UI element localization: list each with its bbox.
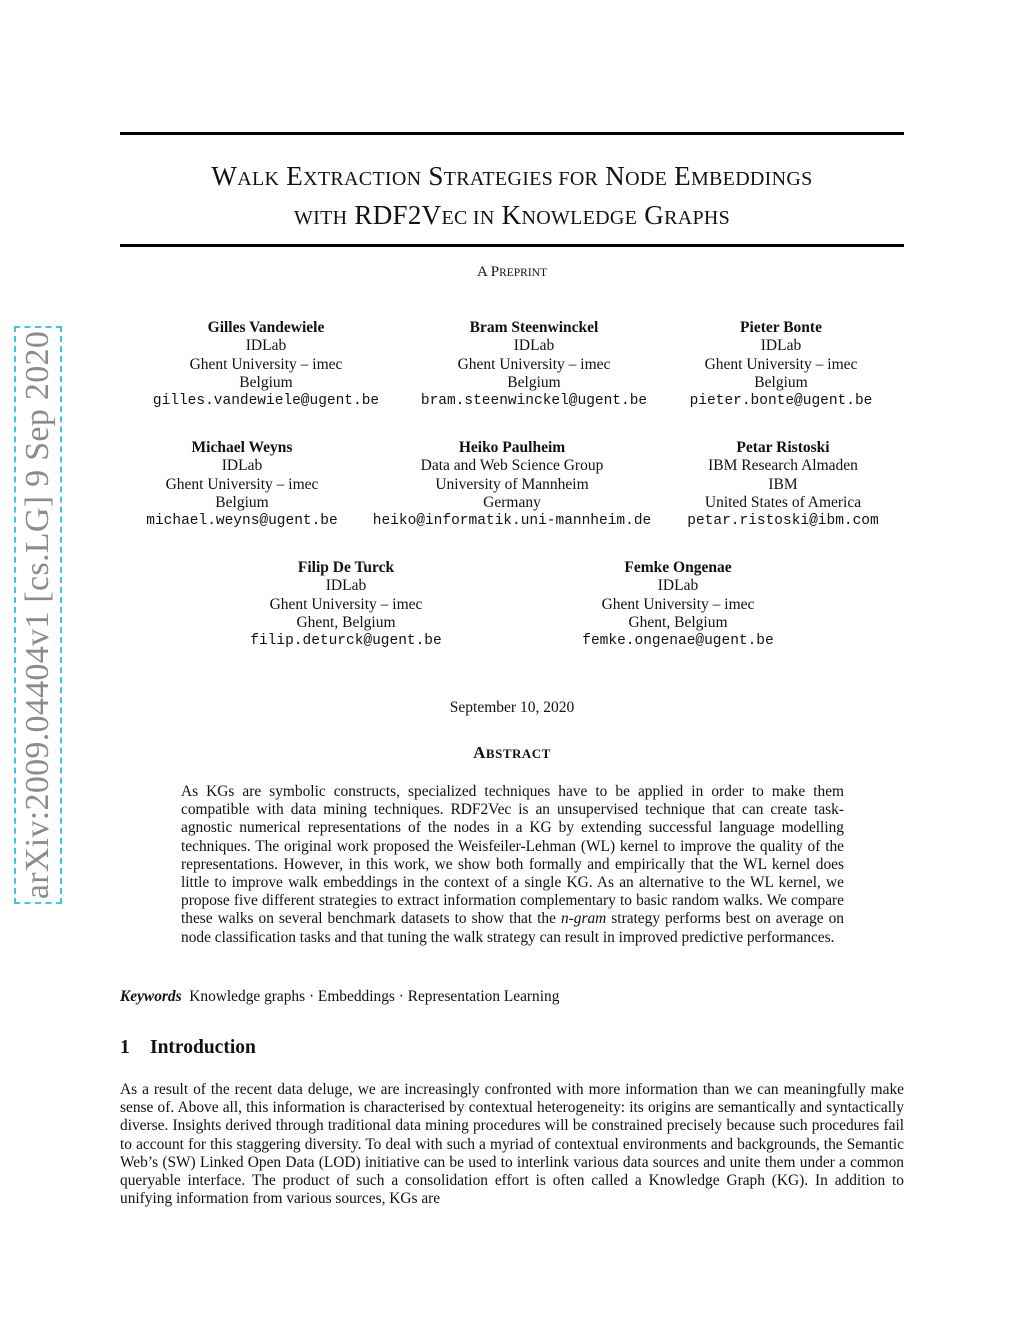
- emphasis-ngram: n-gram: [560, 910, 607, 928]
- author-country: Germany: [483, 493, 541, 511]
- author-country: Belgium: [754, 373, 808, 391]
- author-block: [582, 559, 773, 650]
- author-affiliation: Ghent University – imec: [165, 475, 319, 493]
- paper-title: [120, 158, 904, 236]
- section-title: Introduction: [150, 1037, 256, 1058]
- author-country: United States of America: [704, 493, 862, 511]
- author-name: Bram Steenwinckel: [469, 319, 599, 336]
- author-name: Pieter Bonte: [740, 319, 822, 336]
- preprint-label: A PREPRINT: [476, 264, 548, 280]
- author-name: Filip De Turck: [297, 559, 395, 576]
- author-affiliation: IDLab: [325, 577, 367, 595]
- author-block: [690, 319, 873, 410]
- author-affiliation: IBM Research Almaden: [708, 457, 858, 475]
- author-block: [687, 439, 878, 530]
- section-heading: [120, 1037, 256, 1059]
- author-affiliation: Ghent University – imec: [189, 355, 343, 373]
- author-name: Gilles Vandewiele: [207, 319, 325, 336]
- author-email: femke.ongenae@ugent.be: [582, 633, 774, 650]
- intro-paragraph: As a result of the recent data deluge, we are increasingly confronted with more information than we can meaningfully make sense of. Above all, this information is characterised by contextual heterogeneity: its origins are semantically and syntactically diverse. Insights derived through traditional data mining procedures will be constrained precisely because such procedures fail to account for this staggering diversity. To deal with such a myriad of contextual environments and backgrounds, the Semantic Web’s (SW) Linked Open Data (LOD) initiative can be used to interlink various data sources and unite them under a common queryable interface. The product of such a consolidation effort is often called a Knowledge Graph (KG). In addition to unifying information from various sources, KGs are: [120, 1081, 904, 1208]
- author-affiliation: Ghent University – imec: [457, 355, 611, 373]
- author-affiliation: Data and Web Science Group: [420, 457, 604, 475]
- author-affiliation: IBM: [768, 475, 798, 493]
- author-email: bram.steenwinckel@ugent.be: [420, 393, 648, 410]
- author-block: [421, 319, 647, 410]
- author-country: Ghent, Belgium: [296, 613, 396, 631]
- title-bottom-rule: [120, 244, 904, 247]
- keywords-label: Keywords: [120, 988, 182, 1005]
- author-email: petar.ristoski@ibm.com: [687, 513, 879, 530]
- author-name: Petar Ristoski: [736, 439, 830, 456]
- abstract-heading: ABSTRACT: [473, 743, 551, 762]
- arxiv-stamp: arXiv:2009.04404v1 [cs.LG] 9 Sep 2020: [19, 330, 56, 900]
- author-country: Belgium: [239, 373, 293, 391]
- author-affiliation: IDLab: [513, 337, 555, 355]
- author-email: filip.deturck@ugent.be: [250, 633, 442, 650]
- author-affiliation: IDLab: [657, 577, 699, 595]
- author-affiliation: IDLab: [760, 337, 802, 355]
- author-affiliation: Ghent University – imec: [269, 595, 423, 613]
- author-email: heiko@informatik.uni-mannheim.de: [372, 513, 652, 530]
- author-block: [250, 559, 441, 650]
- title-line-1: WALK EXTRACTION STRATEGIES FOR NODE EMBEDDINGS: [211, 161, 813, 191]
- publication-date: September 10, 2020: [449, 699, 575, 716]
- author-email: pieter.bonte@ugent.be: [689, 393, 873, 410]
- author-block: [153, 319, 379, 410]
- author-email: michael.weyns@ugent.be: [146, 513, 338, 530]
- title-line-2: WITH RDF2VEC IN KNOWLEDGE GRAPHS: [293, 200, 731, 230]
- author-country: Belgium: [215, 493, 269, 511]
- keywords-line: [120, 988, 904, 1006]
- author-affiliation: IDLab: [245, 337, 287, 355]
- author-affiliation: IDLab: [221, 457, 263, 475]
- abstract-text: As KGs are symbolic constructs, specialized techniques have to be applied in order to make them compatible with data mining techniques. RDF2Vec is an unsupervised technique that can create task-agnostic numerical representations of the nodes in a KG by extending successful language modelling techniques. The original work proposed the Weisfeiler-Lehman (WL) kernel to improve the quality of the representations. However, in this work, we show both formally and empirically that the WL kernel does little to improve walk embeddings in the context of a single KG. As an alternative to the WL kernel, we propose five different strategies to extract information complementary to basic random walks. We compare these walks on several benchmark datasets to show that the n-gram strategy performs best on average on node classification tasks and that tuning the walk strategy can result in improved predictive performances.: [181, 783, 844, 946]
- author-name: Michael Weyns: [191, 439, 293, 456]
- author-country: Belgium: [507, 373, 561, 391]
- section-number: 1: [120, 1037, 130, 1058]
- author-name: Femke Ongenae: [624, 559, 732, 576]
- author-country: Ghent, Belgium: [628, 613, 728, 631]
- author-block: [146, 439, 337, 530]
- title-top-rule: [120, 132, 904, 135]
- author-name: Heiko Paulheim: [458, 439, 566, 456]
- author-affiliation: University of Mannheim: [435, 475, 589, 493]
- author-block: [373, 439, 651, 530]
- author-affiliation: Ghent University – imec: [704, 355, 858, 373]
- keywords-list: Knowledge graphs · Embeddings · Representation Learning: [189, 988, 560, 1005]
- author-email: gilles.vandewiele@ugent.be: [152, 393, 380, 410]
- author-affiliation: Ghent University – imec: [601, 595, 755, 613]
